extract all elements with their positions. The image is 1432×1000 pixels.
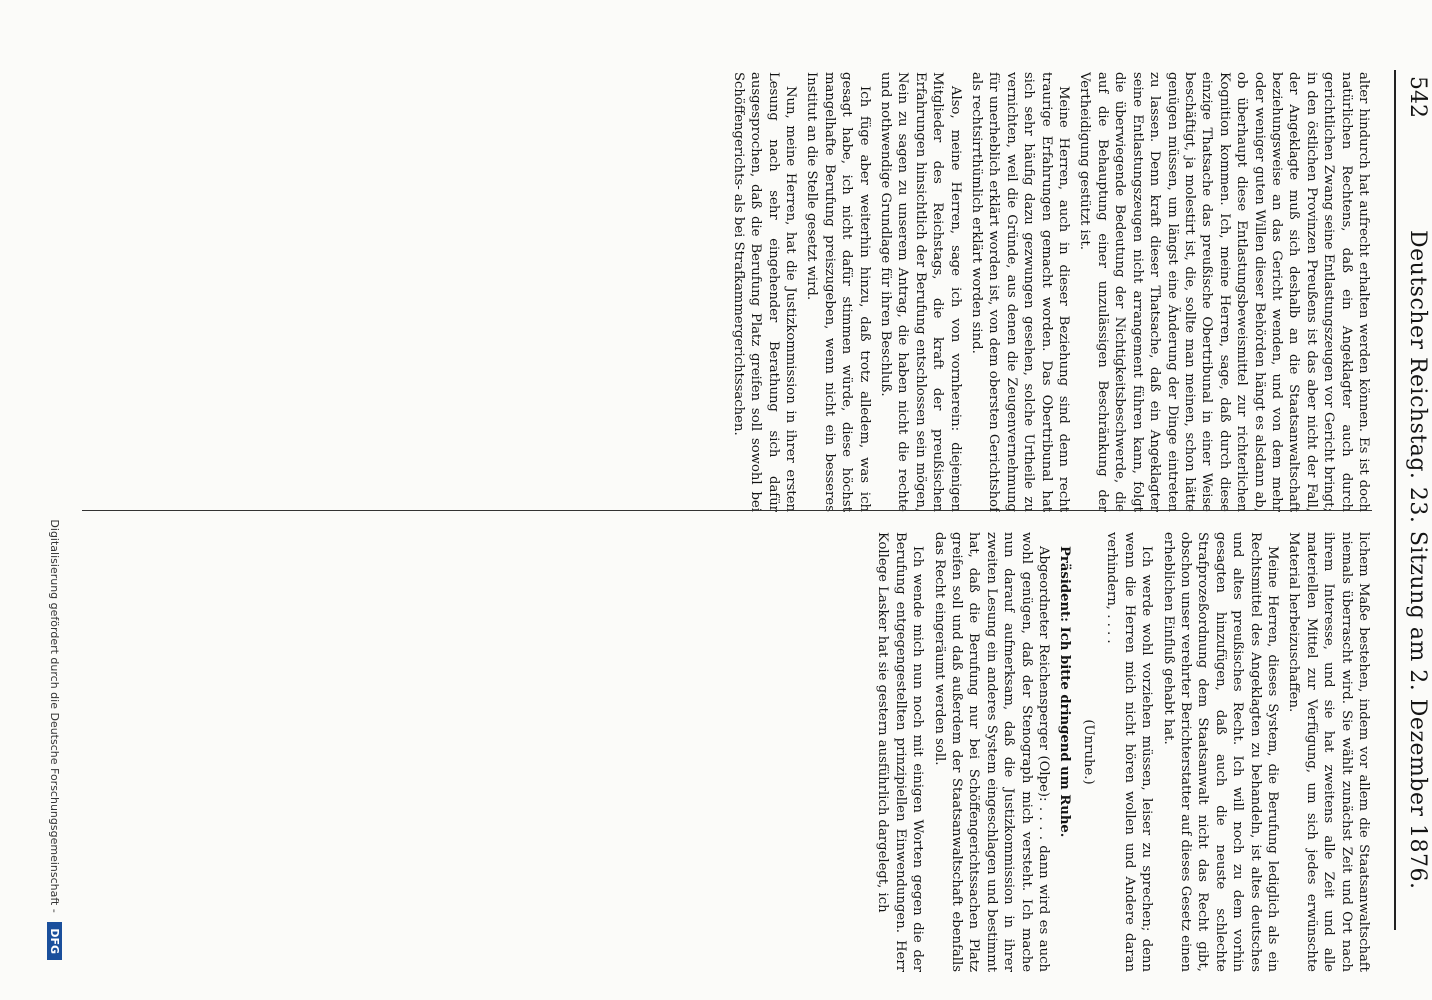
left-column — [82, 72, 1372, 512]
digitization-footer — [12, 40, 62, 960]
column-divider — [82, 510, 1372, 511]
left-paragraph: alter hindurch hat aufrecht erhalten werden können. Es ist doch natürlichen Rechtens, daß ein Angeklagter auch durch gerichtlichen Zwang seine Entlastungszeugen vor Gericht bringt; in den östlichen Provinzen Preußens ist das aber nicht der Fall, der Angeklagte muß sich deshalb an die Staatsanwaltschaft beziehungsweise an das Gericht wenden, und von dem mehr oder weniger guten Willen dieser Behörden hängt es alsdann ab, ob überhaupt diese Entlastungsbeweismittel zur richterlichen Kognition kommen. Ich, meine Herren, sage, daß durch diese einzige Thatsache das preußische Obertribunal in einer Weise beschäftigt, ja molestirt ist, die, sollte man meinen, schon hätte genügen müssen, um längst eine Änderung der Dinge eintreten zu lassen. Denn kraft dieser Thatsache, daß ein Angeklagter seine Entlastungszeugen nicht arrangement führen kann, folgt die überwiegende Bedeutung der Nichtigkeitsbeschwerde, die auf die Behauptung einer unzulässigen Beschränkung der Vertheidigung gestützt ist. — [1077, 72, 1371, 512]
running-head: Deutscher Reichstag. 23. Sitzung am 2. Dezember 1876. — [1405, 230, 1430, 890]
left-paragraph: Also, meine Herren, sage ich von vornherein: diejenigen Mitglieder des Reichstags, die kraft der preußischen Erfahrungen hinsichtlich der Berufung entschlossen sein mögen, Nein zu sagen zu unserem Antrag, die haben nicht die rechte und nothwendige Grundlage für ihren Beschluß. — [878, 72, 963, 512]
right-column — [82, 532, 1372, 972]
page-header — [1372, 40, 1432, 960]
digitization-note: Digitalisierung gefördert durch die Deutsche Forschungsgemeinschaft - — [48, 519, 61, 913]
left-paragraph: Meine Herren, auch in dieser Beziehung sind denn recht traurige Erfahrungen gemacht worden. Das Obertribunal hat sich sehr häufig dazu gezwungen gesehen, solche Urtheile zu vernichten, weil die Gründe, aus denen die Zeugenvernehmung für unerheblich erklärt worden ist, von dem obersten Gerichtshof als rechtsirrthümlich erklärt worden sind. — [969, 72, 1072, 512]
header-rule — [1394, 70, 1396, 930]
interjection: (Unruhe.) — [1080, 719, 1096, 785]
left-paragraph: Ich füge aber weiterhin hinzu, daß trotz alledem, was ich gesagt habe, ich nicht dafür stimmen würde, diese höchst mangelhafte Berufung preiszugeben, wenn nicht ein besseres Institut an die Stelle gesetzt wird. — [804, 72, 872, 512]
left-paragraph: Nun, meine Herren, hat die Justizkommission in ihrer ersten Lesung nach sehr eingehender Berathung sich dafür ausgesprochen, daß die Berufung Platz greifen soll sowohl bei Schöffengerichts- als bei Strafkammergerichtssachen. — [730, 72, 798, 512]
president-remark: Präsident: Ich bitte dringend um Ruhe. — [1057, 546, 1073, 838]
right-paragraph: Abgeordneter Reichensperger (Olpe): . . . . dann wird es auch wohl genügen, daß der Stenograph mich versteht. Ich mache nun darauf aufmerksam, daß die Justizkommission in ihrer zweiten Lesung ein anderes System eingeschlagen und bestimmt hat, daß die Berufung nur bei Schöffengerichtssachen Platz greifen soll und daß außerdem der Staatsanwaltschaft ebenfalls das Recht eingeräumt werden soll. — [931, 532, 1052, 972]
dfg-logo: DFG — [47, 922, 62, 960]
right-paragraph: lichem Maße bestehen, indem vor allem die Staatsanwaltschaft niemals überrascht wird. Sie wählt zunächst Zeit und Ort nach ihrem Interesse, und sie hat zweitens alle Zeit und alle materiellen Mittel zur Verfügung, um sich jedes erwünschte Material herbeizuschaffen. — [1286, 532, 1371, 972]
page-number: 542 — [1405, 76, 1430, 118]
right-paragraph: Ich werde wohl vorziehen müssen, leiser zu sprechen; denn wenn die Herren mich nicht hören wollen und Andere daran verhindern, . . . . — [1104, 532, 1155, 972]
right-paragraph: Ich wende mich nun noch mit einigen Worten gegen die der Berufung entgegengestellten prinzipiellen Einwendungen. Herr Kollege Lasker hat sie gestern ausführlich dargelegt, ich — [875, 532, 926, 972]
right-paragraph: Meine Herren, dieses System, die Berufung lediglich als ein Rechtsmittel des Angeklagten zu behandeln, ist altes deutsches und altes preußisches Recht. Ich will noch zu dem vorhin gesagten hinzufügen, daß auch die neuste schlechte Strafprozeßordnung dem Staatsanwalt nicht das Recht gibt, obschon unser verehrter Berichterstatter auf dieses Gesetz einen erheblichen Einfluß gehabt hat. — [1160, 532, 1280, 972]
